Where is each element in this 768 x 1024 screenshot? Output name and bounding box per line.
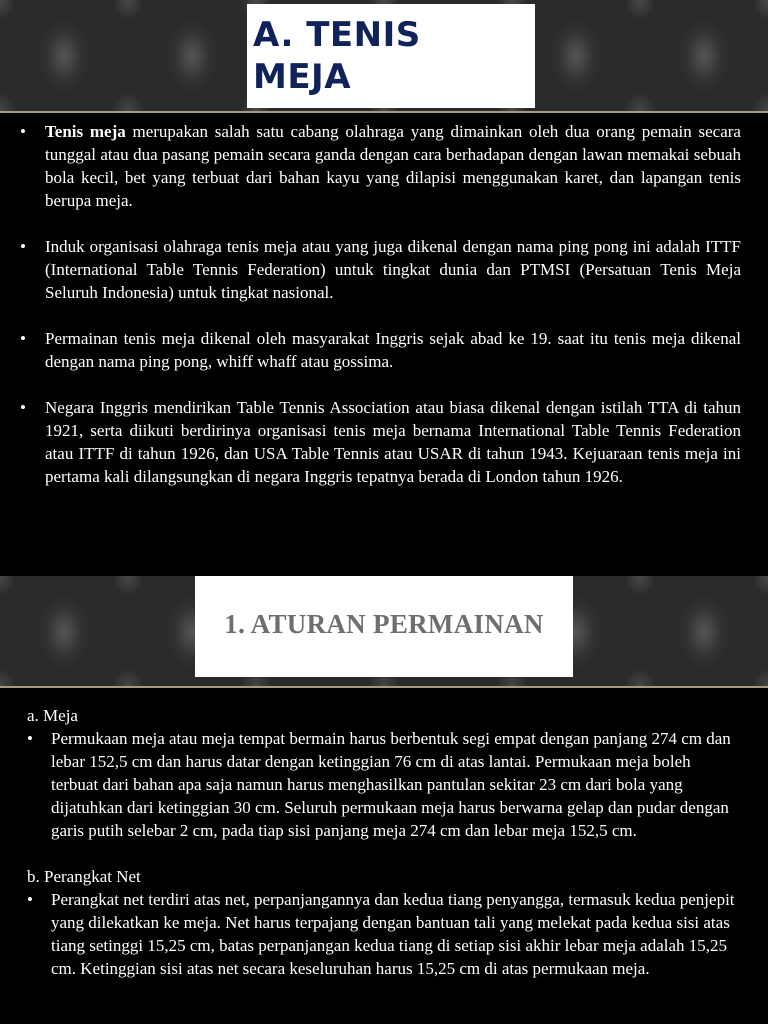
slide1-bullet-3: • Permainan tenis meja dikenal oleh masyarakat Inggris sejak abad ke 19. saat itu tenis meja dikenal dengan nama ping pong, whiff whaff atau gossima. (20, 327, 741, 373)
slide1-content (20, 120, 741, 511)
slide2-title: 1. ATURAN PERMAINAN (224, 609, 544, 639)
slide1-bullet-2: • Induk organisasi olahraga tenis meja atau yang juga dikenal dengan nama ping pong ini adalah ITTF (International Table Tennis Federation) untuk tingkat dunia dan PTMSI (Persatuan Tenis Meja Seluruh Indonesia) untuk tingkat nasional. (20, 235, 741, 304)
slide1-header-rule (0, 111, 768, 113)
slide1-bullet-1-text: merupakan salah satu cabang olahraga yang dimainkan oleh dua orang pemain secara tunggal atau dua pasang pemain secara ganda dengan cara berhadapan dengan lawan memakai sebuah bola kecil, bet yang terbuat dari bahan kayu yang dilapisi menggunakan karet, dan lapangan tenis berupa meja. (45, 122, 741, 210)
section-heading-net: b. Perangkat Net (27, 867, 141, 886)
slide1-bullet-4: • Negara Inggris mendirikan Table Tennis Association atau biasa dikenal dengan istilah TTA di tahun 1921, serta diikuti berdirinya organisasi tenis meja bernama International Table Tennis Federation atau ITTF di tahun 1926, dan USA Table Tennis atau USAR di tahun 1943. Kejuaraan tenis meja ini pertama kali dilangsungkan di negara Inggris tepatnya berada di London tahun 1926. (20, 396, 741, 488)
section-bullet-meja: • Permukaan meja atau meja tempat bermain harus berbentuk segi empat dengan panjang 274 cm dan lebar 152,5 cm dan harus datar dengan ketinggian 76 cm di atas lantai. Permukaan meja boleh terbuat dari bahan apa saja namun harus menghasilkan pantulan sekitar 23 cm dari bola yang dijatuhkan dari ketinggian 30 cm. Seluruh permukaan meja harus berwarna gelap dan pudar dengan garis putih selebar 2 cm, pada tiap sisi panjang meja 274 cm dan lebar meja 152,5 cm. (27, 727, 741, 842)
slide1-bullet-1 (20, 120, 741, 212)
slide2-content (27, 704, 741, 980)
section-bullet-net: • Perangkat net terdiri atas net, perpanjangannya dan kedua tiang penyangga, termasuk kedua penjepit yang dilekatkan ke meja. Net harus terpajang dengan bantuan tali yang melekat pada kedua sisi atas tiang setinggi 15,25 cm, batas perpanjangan kedua tiang di setiap sisi akhir lebar meja adalah 15,25 cm. Ketinggian sisi atas net secara keseluruhan harus 15,25 cm di atas permukaan meja. (27, 888, 741, 980)
slide2-header-rule (0, 686, 768, 688)
section-heading-meja: a. Meja (27, 706, 78, 725)
slide2-title-box (195, 576, 573, 677)
slide1-title: A. TENIS MEJA (253, 15, 421, 97)
slide1-bullet-1-bold: Tenis meja (45, 122, 126, 141)
slide1-title-box (247, 4, 535, 108)
